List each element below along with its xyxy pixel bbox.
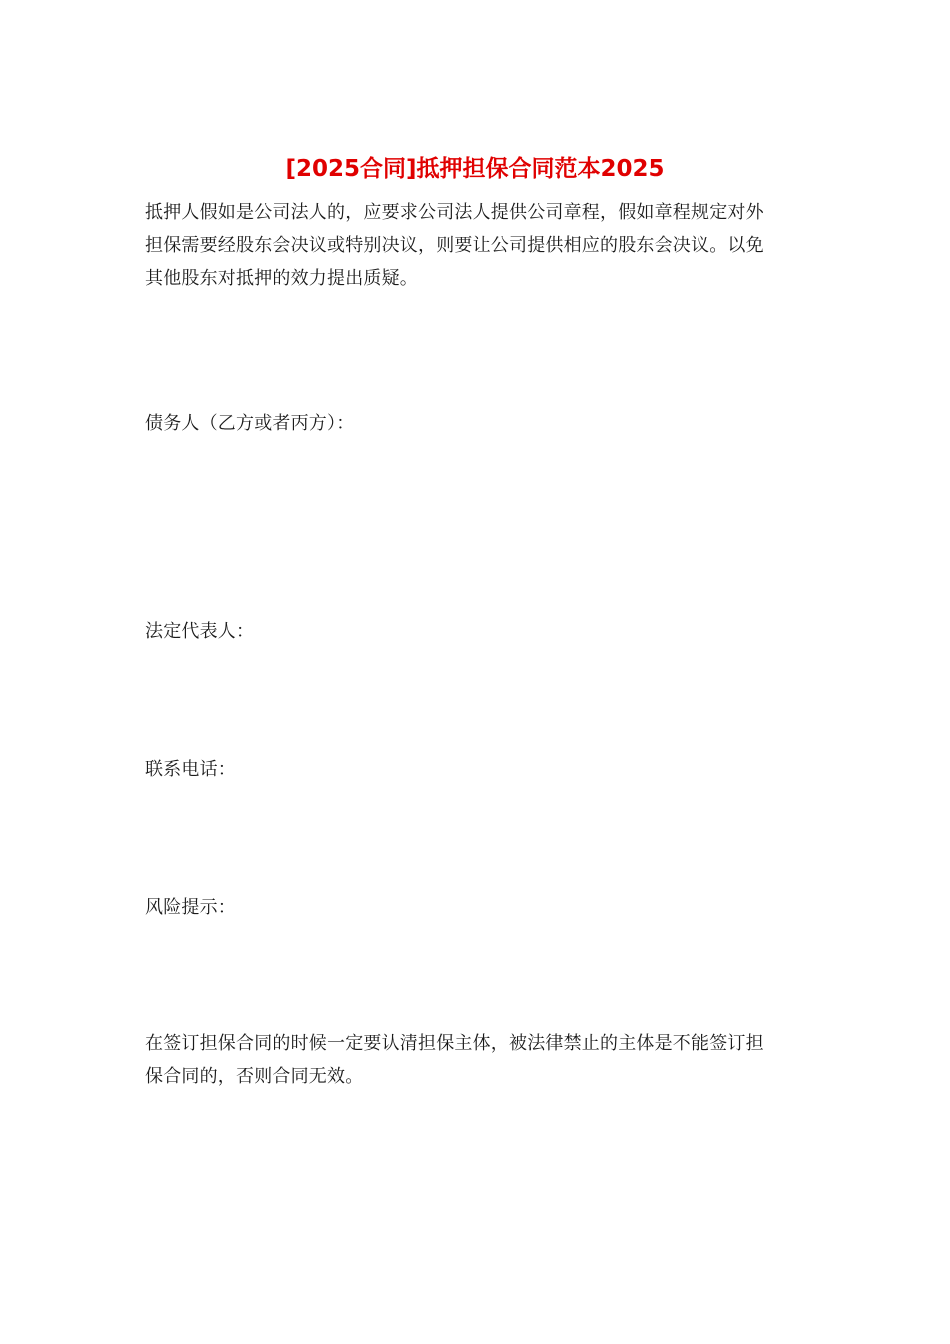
intro-line: 其他股东对抵押的效力提出质疑。 — [145, 268, 418, 289]
intro-line: 抵押人假如是公司法人的，应要求公司法人提供公司章程，假如章程规定对外 — [145, 202, 764, 223]
intro-line: 担保需要经股东会决议或特别决议，则要让公司提供相应的股东会决议。以免 — [145, 235, 764, 256]
risk-line: 在签订担保合同的时候一定要认清担保主体，被法律禁止的主体是不能签订担 — [145, 1033, 764, 1054]
legal-representative-label: 法定代表人： — [145, 621, 255, 642]
contact-phone-label: 联系电话： — [145, 759, 236, 780]
intro-paragraph — [145, 196, 805, 295]
debtor-label: 债务人（乙方或者丙方）： — [145, 413, 355, 434]
document-title: [2025合同]抵押担保合同范本2025 — [285, 156, 665, 182]
risk-warning-label: 风险提示： — [145, 897, 236, 918]
risk-line: 保合同的，否则合同无效。 — [145, 1066, 364, 1087]
risk-warning-paragraph — [145, 1027, 805, 1093]
